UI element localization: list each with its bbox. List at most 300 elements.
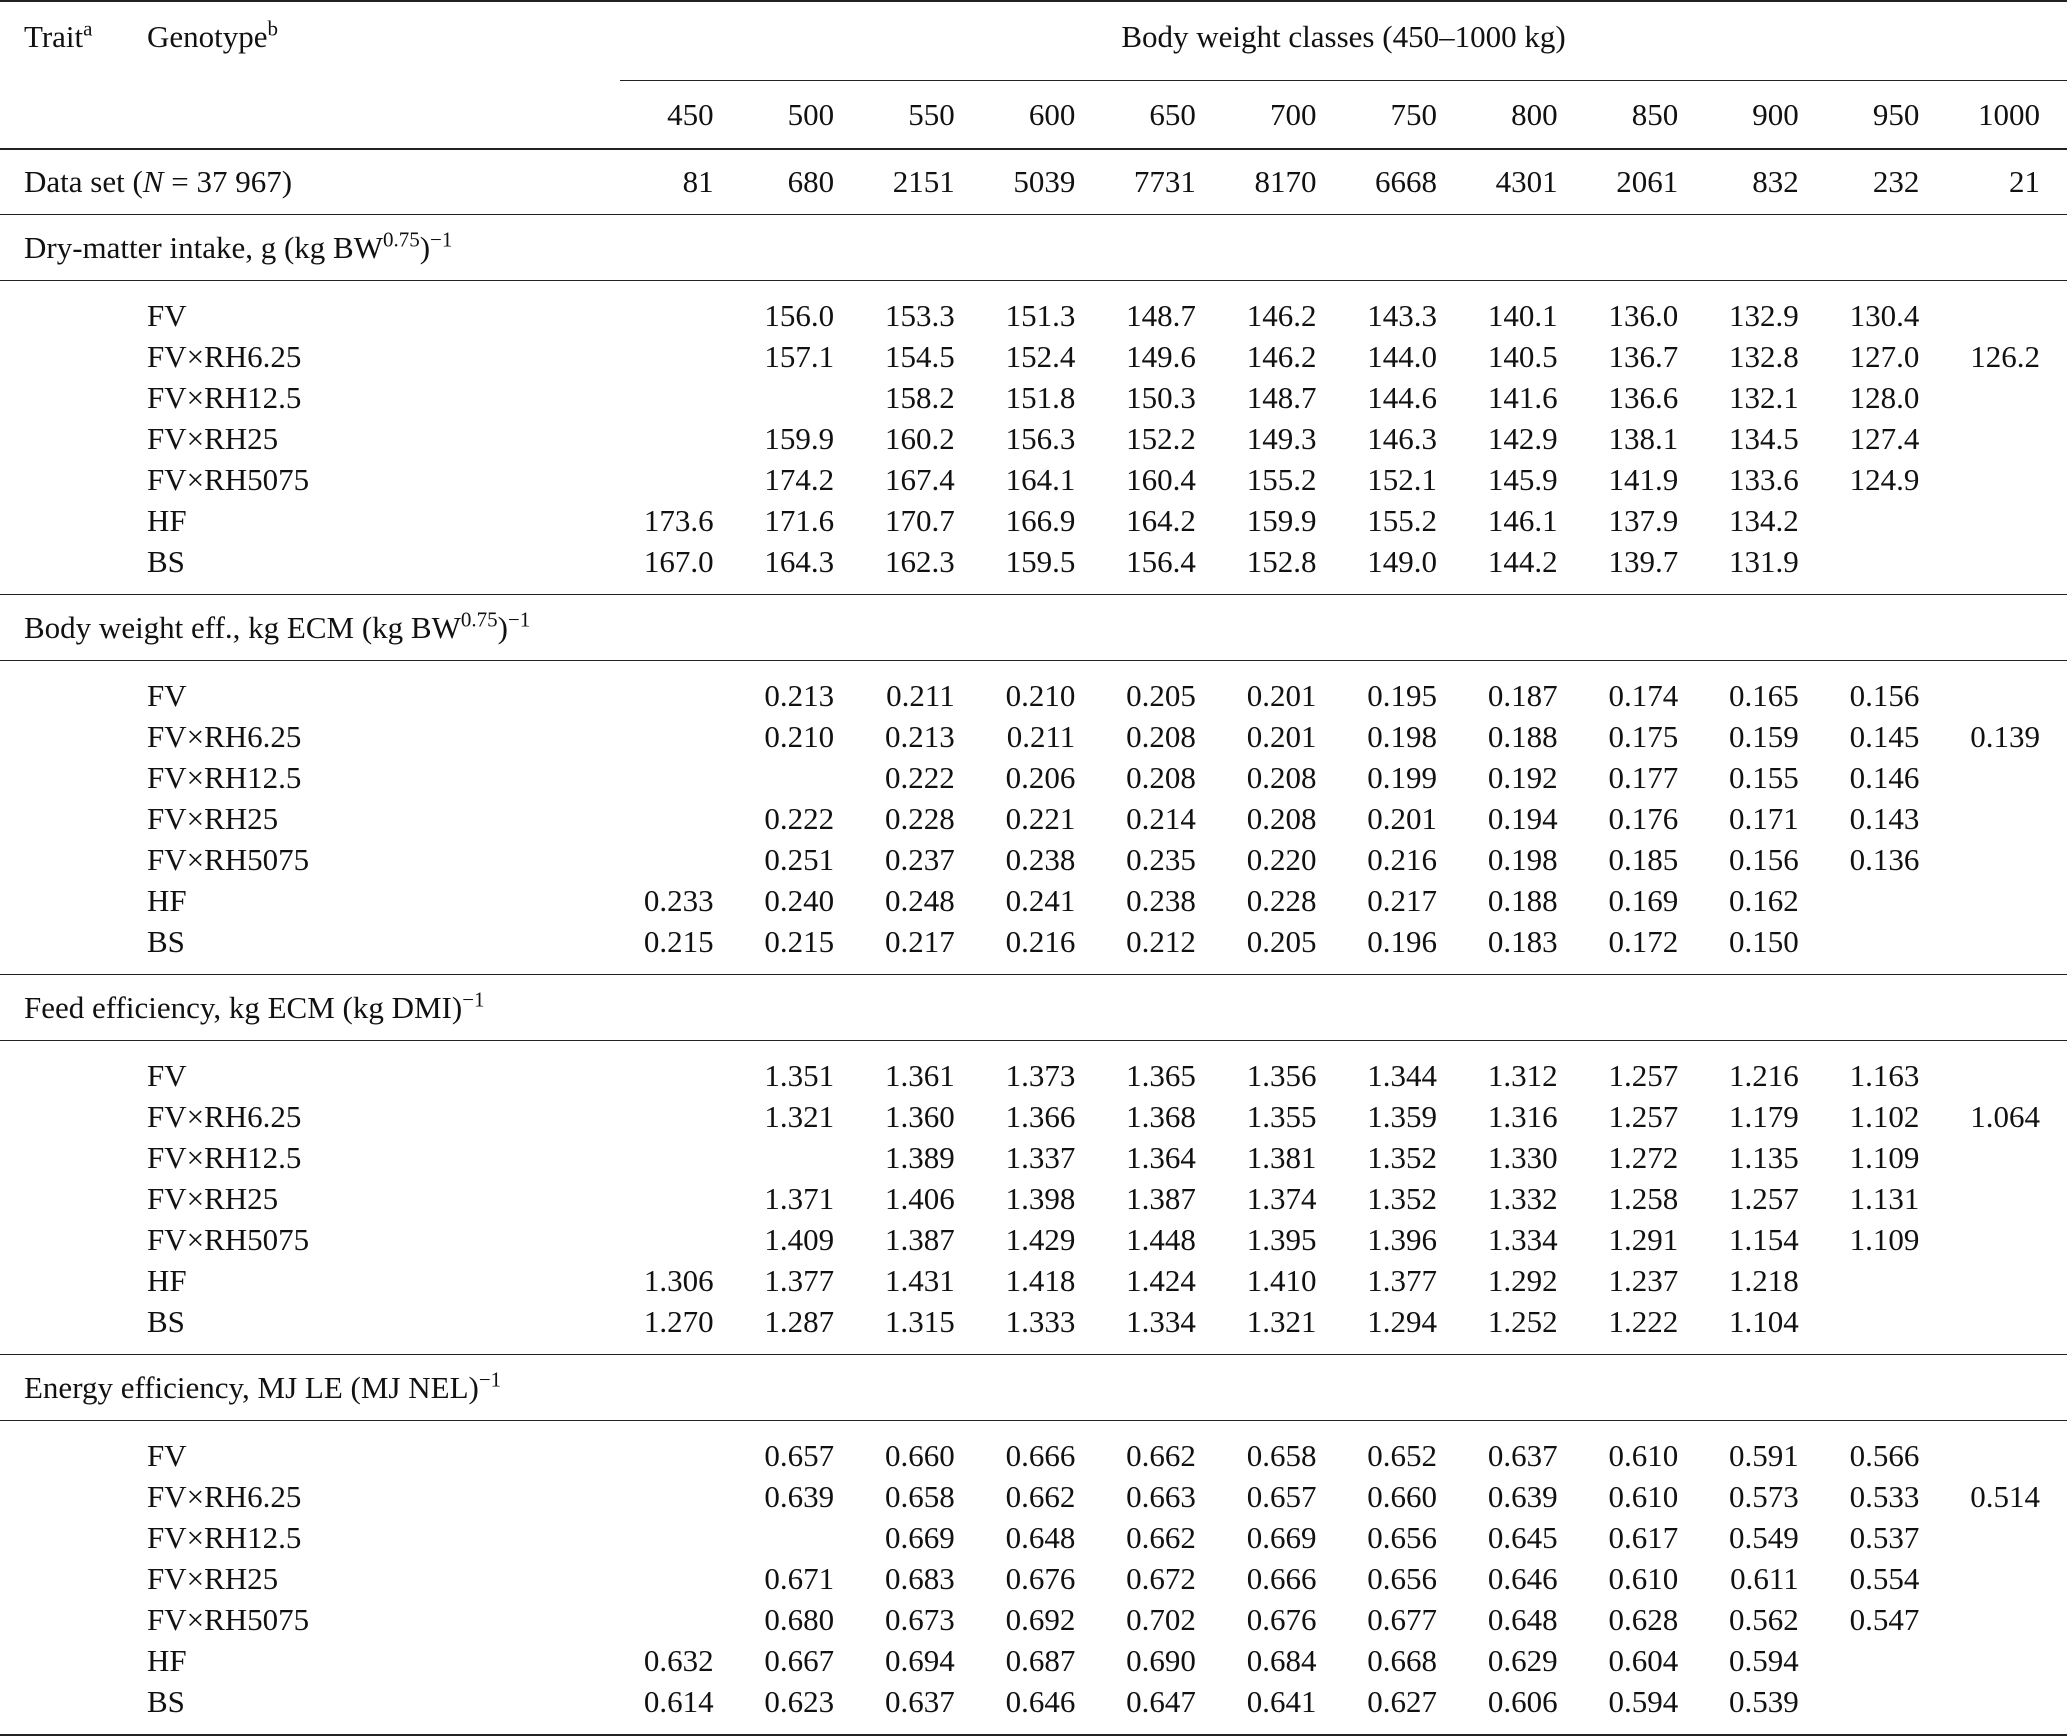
value-cell: 0.662	[1126, 1519, 1196, 1555]
value-cell: 162.3	[884, 543, 955, 579]
value-cell: 148.7	[1126, 297, 1196, 333]
value-cell: 0.680	[764, 1601, 835, 1637]
dataset-count: 832	[1752, 164, 1799, 199]
table-row	[0, 500, 2067, 541]
genotype-cell: FV×RH6.25	[147, 1098, 302, 1134]
value-cell: 0.188	[1487, 882, 1558, 918]
value-cell	[620, 1476, 741, 1517]
dataset-count: 232	[1872, 164, 1920, 199]
value-cell	[620, 1137, 741, 1178]
value-cell: 167.0	[643, 543, 714, 579]
value-cell	[1946, 1681, 2067, 1722]
value-cell	[620, 675, 741, 716]
value-cell: 0.217	[1367, 882, 1438, 918]
dataset-count: 81	[682, 164, 714, 199]
value-cell: 167.4	[884, 461, 955, 497]
value-cell	[620, 757, 741, 798]
value-cell: 0.162	[1729, 882, 1799, 918]
value-cell: 0.208	[1246, 759, 1317, 795]
value-cell	[1946, 798, 2067, 839]
value-cell: 0.658	[1246, 1437, 1317, 1473]
table-row	[0, 541, 2067, 582]
table-row	[0, 1219, 2067, 1260]
dataset-count: 2151	[892, 164, 955, 199]
dataset-count: 21	[2009, 164, 2040, 199]
value-cell: 1.355	[1246, 1098, 1317, 1134]
value-cell: 0.637	[884, 1683, 955, 1719]
value-cell: 0.628	[1608, 1601, 1679, 1637]
value-cell: 0.657	[1246, 1478, 1317, 1514]
value-cell	[1826, 1640, 1947, 1681]
dataset-count: 7731	[1133, 164, 1196, 199]
value-cell: 0.645	[1487, 1519, 1558, 1555]
table-row	[0, 459, 2067, 500]
value-cell: 128.0	[1849, 379, 1920, 415]
value-cell: 159.9	[1246, 502, 1317, 538]
table-row	[0, 1055, 2067, 1096]
header-row-classes	[0, 81, 2067, 150]
value-cell: 164.3	[764, 543, 835, 579]
class-header-800: 800	[1464, 81, 1585, 150]
value-cell: 1.272	[1608, 1139, 1679, 1175]
table-row	[0, 418, 2067, 459]
value-cell	[1946, 1640, 2067, 1681]
value-cell: 0.233	[643, 882, 714, 918]
value-cell: 1.330	[1487, 1139, 1558, 1175]
class-header-550: 550	[861, 81, 982, 150]
value-cell: 0.215	[764, 923, 835, 959]
value-cell: 1.237	[1608, 1262, 1679, 1298]
class-header-650: 650	[1102, 81, 1223, 150]
value-cell: 0.177	[1608, 759, 1679, 795]
value-cell: 1.409	[764, 1221, 835, 1257]
value-cell: 156.3	[1005, 420, 1076, 456]
value-cell: 0.228	[1246, 882, 1317, 918]
value-cell: 0.213	[764, 677, 835, 713]
value-cell: 1.387	[884, 1221, 955, 1257]
value-cell: 1.333	[1005, 1303, 1076, 1339]
value-cell: 0.648	[1487, 1601, 1558, 1637]
value-cell: 0.205	[1126, 677, 1196, 713]
value-cell: 0.627	[1367, 1683, 1438, 1719]
value-cell: 0.222	[764, 800, 835, 836]
value-cell: 1.216	[1729, 1057, 1799, 1093]
value-cell: 174.2	[764, 461, 835, 497]
genotype-cell: BS	[147, 1303, 185, 1339]
genotype-cell: FV×RH5075	[147, 1601, 310, 1637]
body-weight-classes-header: Body weight classes (450–1000 kg)	[620, 1, 2067, 81]
class-header-750: 750	[1343, 81, 1464, 150]
value-cell: 1.398	[1005, 1180, 1076, 1216]
genotype-cell: FV×RH6.25	[147, 718, 302, 754]
value-cell	[741, 1517, 862, 1558]
table-row	[0, 1599, 2067, 1640]
genotype-cell: FV×RH12.5	[147, 759, 302, 795]
class-header-500: 500	[741, 81, 862, 150]
value-cell: 1.291	[1608, 1221, 1679, 1257]
value-cell	[620, 1558, 741, 1599]
table-row	[0, 716, 2067, 757]
value-cell: 0.136	[1849, 841, 1920, 877]
value-cell: 166.9	[1005, 502, 1076, 538]
value-cell: 139.7	[1608, 543, 1679, 579]
value-cell: 1.377	[1367, 1262, 1438, 1298]
genotype-cell: HF	[147, 1642, 187, 1678]
value-cell: 0.637	[1487, 1437, 1558, 1473]
value-cell: 0.216	[1367, 841, 1438, 877]
value-cell: 0.240	[764, 882, 835, 918]
value-cell: 1.222	[1608, 1303, 1679, 1339]
value-cell: 0.629	[1487, 1642, 1558, 1678]
value-cell: 0.652	[1367, 1437, 1438, 1473]
value-cell: 171.6	[764, 502, 835, 538]
value-cell: 0.562	[1729, 1601, 1799, 1637]
value-cell	[620, 716, 741, 757]
value-cell: 0.671	[764, 1560, 835, 1596]
value-cell: 0.205	[1246, 923, 1317, 959]
value-cell: 1.406	[884, 1180, 955, 1216]
value-cell	[620, 798, 741, 839]
value-cell: 159.5	[1005, 543, 1076, 579]
value-cell: 1.109	[1849, 1139, 1920, 1175]
value-cell	[741, 757, 862, 798]
value-cell: 1.396	[1367, 1221, 1438, 1257]
value-cell	[1946, 675, 2067, 716]
table-row	[0, 377, 2067, 418]
value-cell: 0.623	[764, 1683, 835, 1719]
value-cell: 157.1	[764, 338, 835, 374]
value-cell: 0.228	[884, 800, 955, 836]
genotype-cell: HF	[147, 1262, 187, 1298]
table-row	[0, 757, 2067, 798]
section-title: Energy efficiency, MJ LE (MJ NEL)$^{-1}$	[0, 1355, 2067, 1421]
value-cell: 0.656	[1367, 1519, 1438, 1555]
value-cell	[1826, 921, 1947, 962]
value-cell: 0.183	[1487, 923, 1558, 959]
class-header-850: 850	[1585, 81, 1706, 150]
value-cell: 1.179	[1729, 1098, 1799, 1134]
value-cell: 1.287	[764, 1303, 835, 1339]
value-cell: 0.210	[1005, 677, 1076, 713]
value-cell: 154.5	[884, 338, 955, 374]
value-cell: 0.143	[1849, 800, 1920, 836]
dataset-count: 8170	[1254, 164, 1317, 199]
value-cell: 0.215	[643, 923, 714, 959]
value-cell: 0.208	[1126, 759, 1196, 795]
value-cell	[620, 1599, 741, 1640]
value-cell: 155.2	[1246, 461, 1317, 497]
table-row	[0, 1517, 2067, 1558]
value-cell: 0.648	[1005, 1519, 1076, 1555]
value-cell	[620, 418, 741, 459]
value-cell	[620, 295, 741, 336]
value-cell: 1.294	[1367, 1303, 1438, 1339]
value-cell: 1.352	[1367, 1139, 1438, 1175]
value-cell: 152.2	[1126, 420, 1196, 456]
section-header	[0, 975, 2067, 1041]
header-row-1	[0, 1, 2067, 81]
value-cell: 0.647	[1126, 1683, 1196, 1719]
value-cell: 0.175	[1608, 718, 1679, 754]
value-cell: 0.666	[1005, 1437, 1076, 1473]
value-cell: 1.368	[1126, 1098, 1196, 1134]
value-cell	[1826, 500, 1947, 541]
value-cell	[620, 1096, 741, 1137]
value-cell: 0.155	[1729, 759, 1799, 795]
value-cell: 134.5	[1729, 420, 1799, 456]
table-row	[0, 1260, 2067, 1301]
value-cell: 153.3	[884, 297, 955, 333]
value-cell: 0.646	[1005, 1683, 1076, 1719]
genotype-cell: HF	[147, 882, 187, 918]
value-cell	[1946, 418, 2067, 459]
value-cell	[1946, 1517, 2067, 1558]
value-cell	[1946, 1558, 2067, 1599]
value-cell: 136.0	[1608, 297, 1679, 333]
dataset-label: Data set (N = 37 967)	[24, 164, 293, 199]
value-cell: 0.165	[1729, 677, 1799, 713]
genotype-cell: FV×RH25	[147, 420, 279, 456]
value-cell: 148.7	[1246, 379, 1317, 415]
value-cell: 1.364	[1126, 1139, 1196, 1175]
value-cell: 0.632	[643, 1642, 714, 1678]
table-row	[0, 921, 2067, 962]
value-cell: 152.1	[1367, 461, 1438, 497]
value-cell: 133.6	[1729, 461, 1799, 497]
table-row	[0, 1137, 2067, 1178]
class-header-700: 700	[1223, 81, 1344, 150]
value-cell: 1.377	[764, 1262, 835, 1298]
genotype-cell: FV×RH25	[147, 1180, 279, 1216]
value-cell	[620, 1517, 741, 1558]
value-cell: 149.6	[1126, 338, 1196, 374]
value-cell: 134.2	[1729, 502, 1799, 538]
table-row	[0, 1558, 2067, 1599]
section-header	[0, 595, 2067, 661]
value-cell: 0.139	[1970, 718, 2040, 754]
value-cell: 156.4	[1126, 543, 1196, 579]
value-cell: 164.2	[1126, 502, 1196, 538]
value-cell: 152.4	[1005, 338, 1076, 374]
value-cell: 144.2	[1487, 543, 1558, 579]
value-cell: 0.690	[1126, 1642, 1196, 1678]
value-cell: 140.5	[1487, 338, 1558, 374]
value-cell: 1.373	[1005, 1057, 1076, 1093]
value-cell: 0.150	[1729, 923, 1799, 959]
genotype-cell: FV×RH12.5	[147, 1519, 302, 1555]
value-cell: 1.257	[1729, 1180, 1799, 1216]
value-cell: 0.604	[1608, 1642, 1679, 1678]
genotype-cell: FV×RH5075	[147, 1221, 310, 1257]
value-cell: 124.9	[1849, 461, 1920, 497]
value-cell: 0.683	[884, 1560, 955, 1596]
value-cell: 1.257	[1608, 1098, 1679, 1134]
value-cell: 0.213	[884, 718, 955, 754]
value-cell: 0.662	[1126, 1437, 1196, 1473]
value-cell: 136.7	[1608, 338, 1679, 374]
value-cell: 0.610	[1608, 1437, 1679, 1473]
value-cell: 155.2	[1367, 502, 1438, 538]
value-cell: 0.554	[1849, 1560, 1920, 1596]
section-title: Body weight eff., kg ECM (kg $BW^{0.75})^{-1}$	[0, 595, 2067, 661]
value-cell: 0.611	[1730, 1560, 1799, 1596]
value-cell: 1.366	[1005, 1098, 1076, 1134]
value-cell: 0.208	[1246, 800, 1317, 836]
value-cell: 146.2	[1246, 338, 1317, 374]
value-cell: 0.159	[1729, 718, 1799, 754]
class-header-600: 600	[982, 81, 1103, 150]
value-cell: 0.676	[1005, 1560, 1076, 1596]
value-cell: 130.4	[1849, 297, 1920, 333]
value-cell: 1.374	[1246, 1180, 1317, 1216]
table-row	[0, 675, 2067, 716]
value-cell: 0.194	[1487, 800, 1558, 836]
value-cell: 1.360	[884, 1098, 955, 1134]
value-cell: 1.258	[1608, 1180, 1679, 1216]
value-cell: 127.0	[1849, 338, 1920, 374]
value-cell: 136.6	[1608, 379, 1679, 415]
value-cell: 1.109	[1849, 1221, 1920, 1257]
value-cell	[620, 1178, 741, 1219]
section-header	[0, 215, 2067, 281]
genotype-cell: HF	[147, 502, 187, 538]
value-cell: 173.6	[643, 502, 714, 538]
value-cell: 1.365	[1126, 1057, 1196, 1093]
value-cell: 1.292	[1487, 1262, 1558, 1298]
value-cell	[1826, 1260, 1947, 1301]
value-cell	[620, 336, 741, 377]
value-cell	[1946, 1260, 2067, 1301]
value-cell: 0.658	[884, 1478, 955, 1514]
dataset-count: 5039	[1013, 164, 1076, 199]
value-cell: 131.9	[1729, 543, 1799, 579]
value-cell: 0.672	[1126, 1560, 1196, 1596]
value-cell: 1.352	[1367, 1180, 1438, 1216]
value-cell: 1.356	[1246, 1057, 1317, 1093]
table-row	[0, 295, 2067, 336]
value-cell: 1.371	[764, 1180, 835, 1216]
value-cell: 0.201	[1246, 718, 1317, 754]
value-cell: 0.639	[1487, 1478, 1558, 1514]
value-cell: 156.0	[764, 297, 835, 333]
section-title: Feed efficiency, kg ECM (kg DMI)$^{-1}$	[0, 975, 2067, 1041]
value-cell	[1946, 1137, 2067, 1178]
value-cell: 0.156	[1849, 677, 1920, 713]
genotype-cell: FV×RH6.25	[147, 1478, 302, 1514]
value-cell: 0.666	[1246, 1560, 1317, 1596]
value-cell: 1.359	[1367, 1098, 1438, 1134]
value-cell: 160.2	[884, 420, 955, 456]
value-cell: 0.211	[886, 677, 955, 713]
value-cell: 1.389	[884, 1139, 955, 1175]
genotype-cell: FV×RH6.25	[147, 338, 302, 374]
value-cell	[1946, 377, 2067, 418]
value-cell: 141.6	[1487, 379, 1558, 415]
value-cell: 137.9	[1608, 502, 1679, 538]
genotype-cell: FV	[147, 1057, 187, 1093]
value-cell: 151.3	[1005, 297, 1076, 333]
value-cell: 1.131	[1849, 1180, 1920, 1216]
value-cell	[1946, 1055, 2067, 1096]
value-cell: 143.3	[1367, 297, 1438, 333]
table-row	[0, 880, 2067, 921]
value-cell: 1.387	[1126, 1180, 1196, 1216]
value-cell: 0.639	[764, 1478, 835, 1514]
value-cell: 0.248	[884, 882, 955, 918]
value-cell: 1.410	[1246, 1262, 1317, 1298]
value-cell	[1946, 500, 2067, 541]
value-cell: 0.660	[1367, 1478, 1438, 1514]
value-cell: 170.7	[884, 502, 955, 538]
genotype-cell: FV×RH12.5	[147, 1139, 302, 1175]
value-cell	[1946, 1219, 2067, 1260]
value-cell	[1946, 839, 2067, 880]
value-cell: 0.238	[1126, 882, 1196, 918]
value-cell: 150.3	[1126, 379, 1196, 415]
genotype-header: Genotype$^b$	[125, 1, 620, 81]
value-cell: 1.418	[1005, 1262, 1076, 1298]
value-cell: 0.539	[1729, 1683, 1799, 1719]
value-cell: 0.172	[1608, 923, 1679, 959]
genotype-cell: FV	[147, 297, 187, 333]
genotype-cell: BS	[147, 923, 185, 959]
value-cell: 0.235	[1126, 841, 1196, 877]
value-cell: 0.195	[1367, 677, 1438, 713]
value-cell: 0.188	[1487, 718, 1558, 754]
value-cell: 1.316	[1487, 1098, 1558, 1134]
table-row	[0, 1476, 2067, 1517]
table-row	[0, 336, 2067, 377]
value-cell: 160.4	[1126, 461, 1196, 497]
genotype-cell: FV×RH25	[147, 800, 279, 836]
value-cell: 0.614	[643, 1683, 714, 1719]
dataset-count: 680	[787, 164, 835, 199]
value-cell: 127.4	[1849, 420, 1920, 456]
value-cell: 0.212	[1126, 923, 1196, 959]
value-cell	[1826, 880, 1947, 921]
value-cell: 0.198	[1367, 718, 1438, 754]
value-cell: 0.174	[1608, 677, 1679, 713]
value-cell: 0.676	[1246, 1601, 1317, 1637]
value-cell: 149.3	[1246, 420, 1317, 456]
value-cell	[1946, 880, 2067, 921]
value-cell: 1.332	[1487, 1180, 1558, 1216]
value-cell: 142.9	[1487, 420, 1558, 456]
value-cell: 0.677	[1367, 1601, 1438, 1637]
value-cell: 0.210	[764, 718, 835, 754]
value-cell	[620, 1055, 741, 1096]
value-cell: 141.9	[1608, 461, 1679, 497]
value-cell: 0.662	[1005, 1478, 1076, 1514]
value-cell: 1.431	[884, 1262, 955, 1298]
genotype-cell: FV×RH12.5	[147, 379, 302, 415]
value-cell	[1946, 1435, 2067, 1476]
value-cell: 0.673	[884, 1601, 955, 1637]
genotype-cell: FV	[147, 677, 187, 713]
value-cell: 0.533	[1849, 1478, 1920, 1514]
value-cell: 1.306	[643, 1262, 714, 1298]
dataset-count: 6668	[1375, 164, 1438, 199]
genotype-cell: BS	[147, 543, 185, 579]
table-row	[0, 1681, 2067, 1722]
value-cell: 0.646	[1487, 1560, 1558, 1596]
value-cell	[620, 377, 741, 418]
value-cell: 0.669	[884, 1519, 955, 1555]
class-header-1000: 1000	[1946, 81, 2067, 150]
value-cell: 0.566	[1849, 1437, 1920, 1473]
value-cell: 1.448	[1126, 1221, 1196, 1257]
genotype-cell: FV×RH25	[147, 1560, 279, 1596]
